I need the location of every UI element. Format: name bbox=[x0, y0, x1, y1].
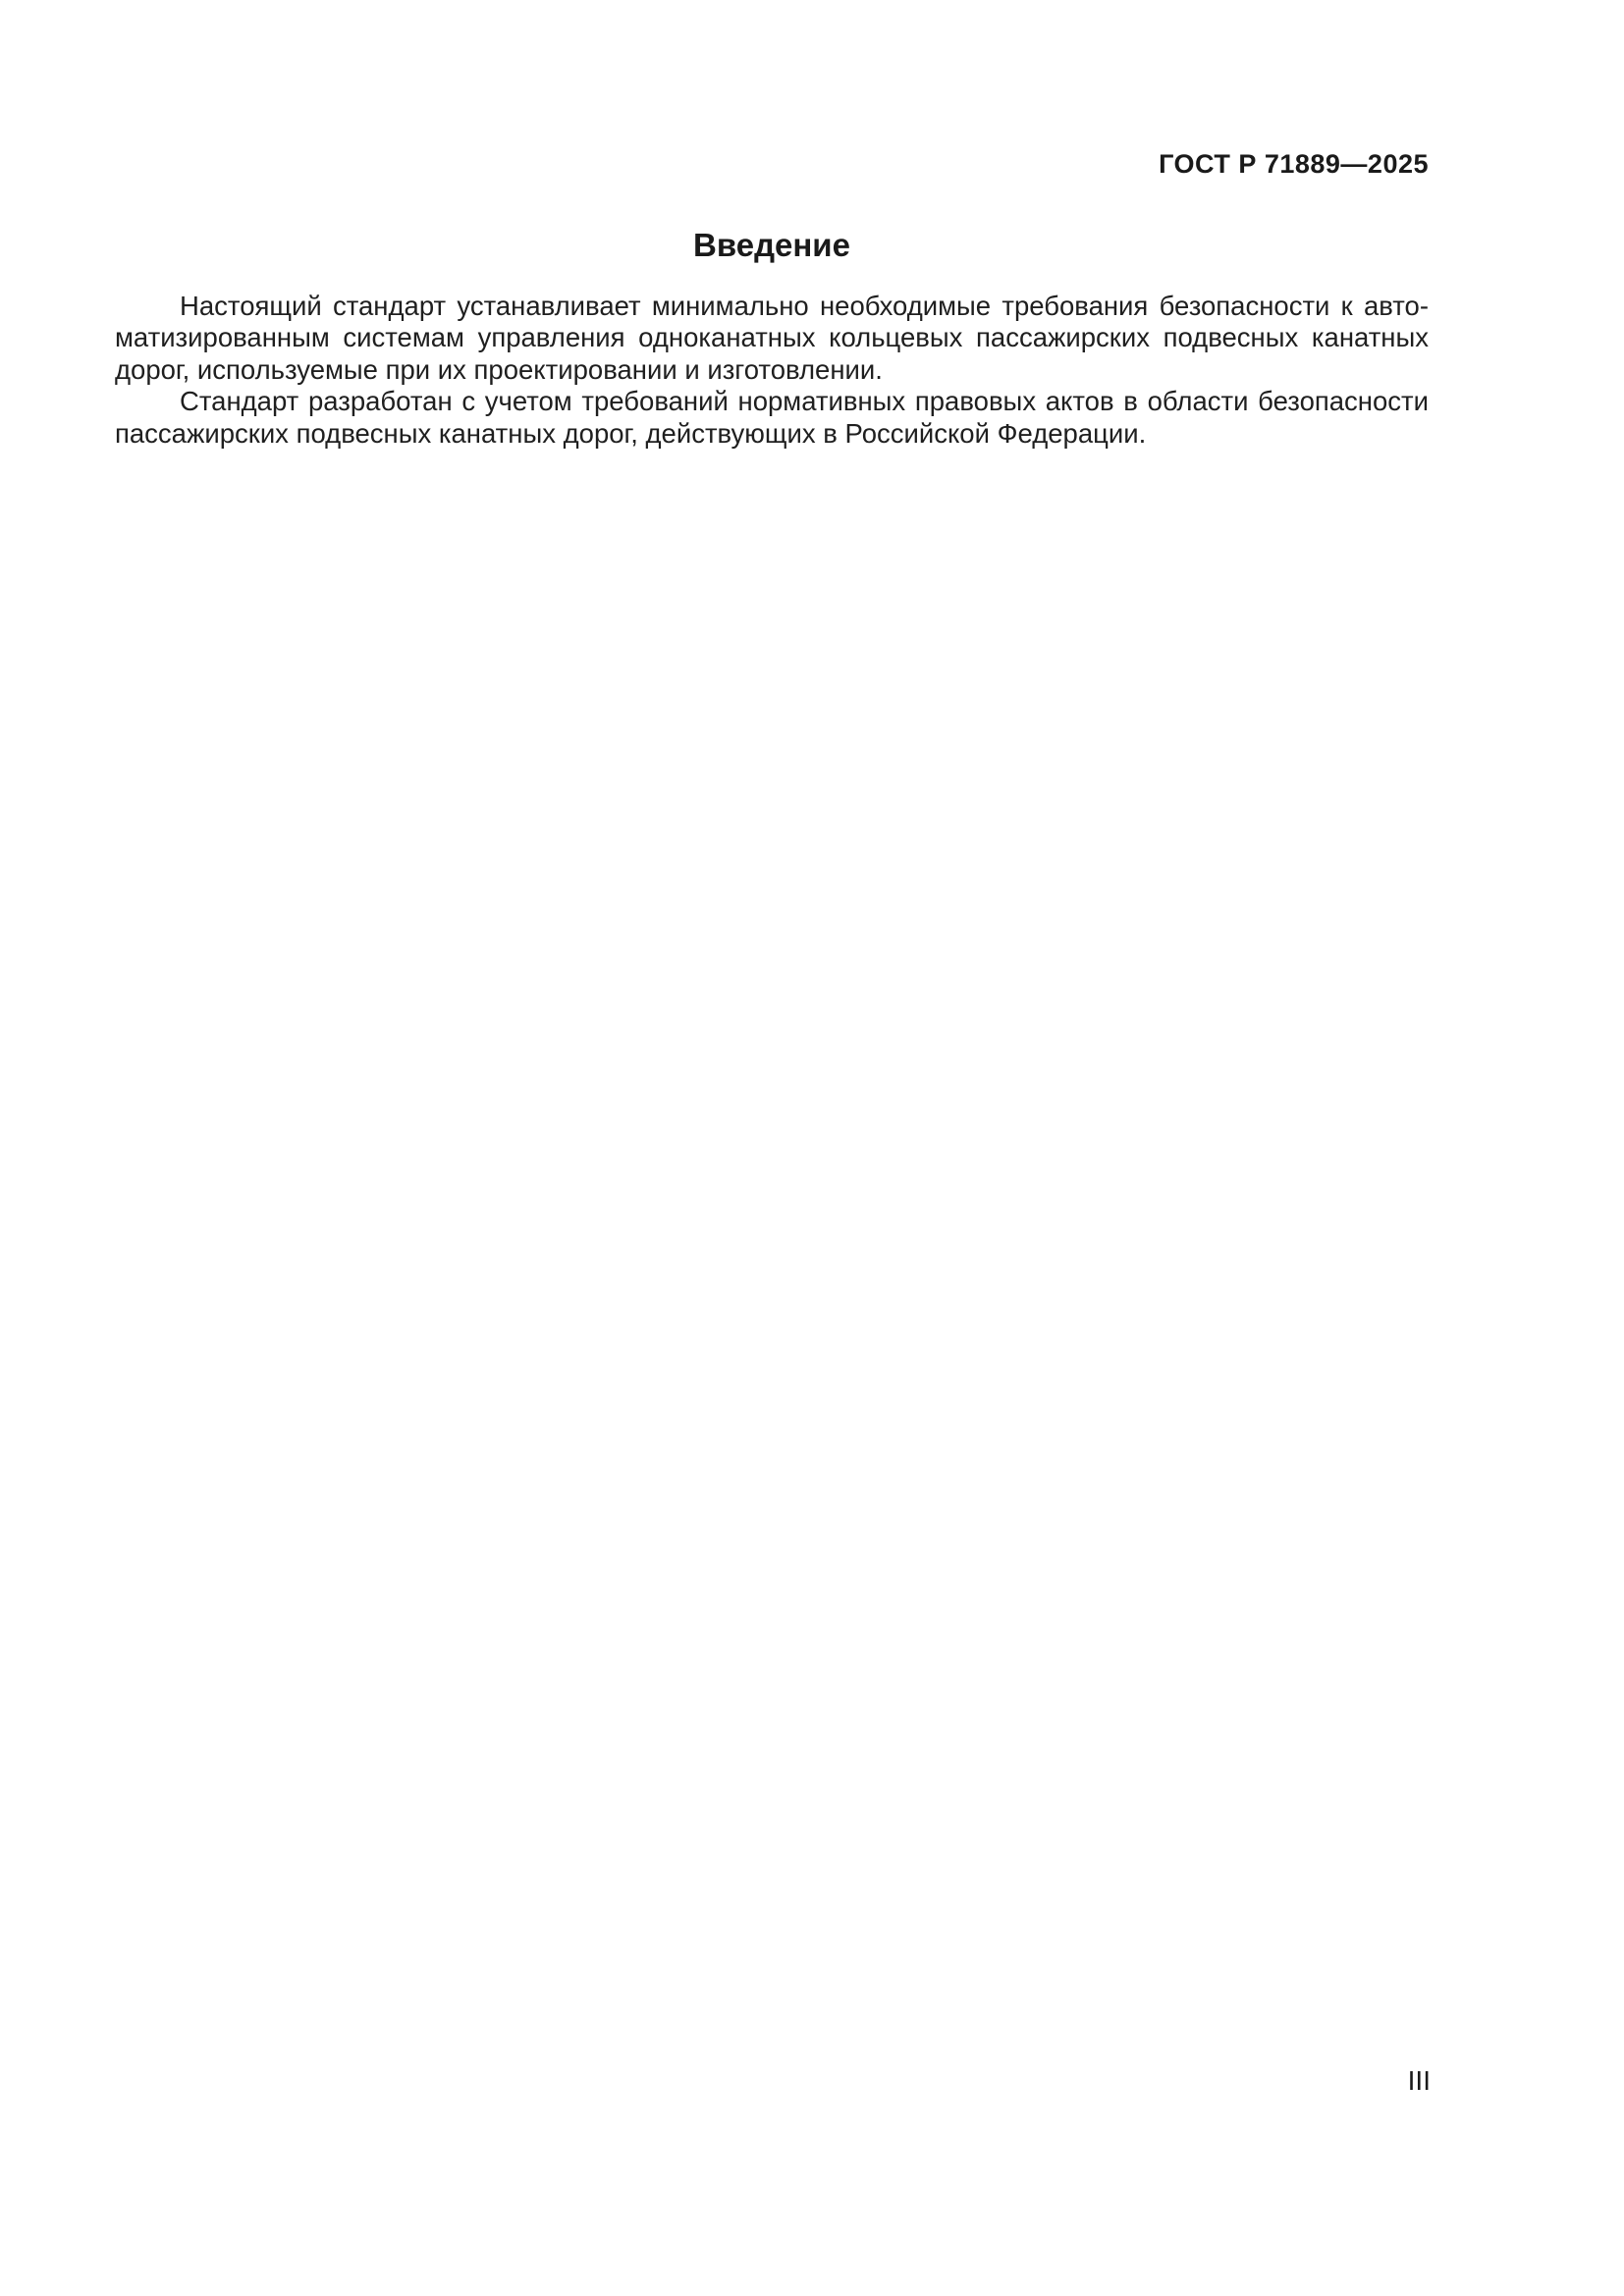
section-title: Введение bbox=[693, 227, 850, 263]
paragraph-1-line-2: матизированным системам управления одноканатных кольцевых пассажирских подвесных канатных bbox=[115, 322, 1429, 353]
paragraph-1-line-3: дорог, используемые при их проектировании и изготовлении. bbox=[115, 353, 883, 385]
paragraph-1-line-1: Настоящий стандарт устанавливает минимально необходимые требования безопасности к авто- bbox=[180, 291, 1429, 321]
paragraph-2-line-1: Стандарт разработан с учетом требований нормативных правовых актов в области безопасности bbox=[180, 386, 1429, 417]
paragraph-2-line-2: пассажирских подвесных канатных дорог, действующих в Российской Федерации. bbox=[115, 417, 1147, 449]
standard-designation-header: ГОСТ Р 71889—2025 bbox=[1159, 149, 1429, 179]
page-number: III bbox=[1407, 2065, 1431, 2096]
introduction-text bbox=[115, 291, 1429, 450]
